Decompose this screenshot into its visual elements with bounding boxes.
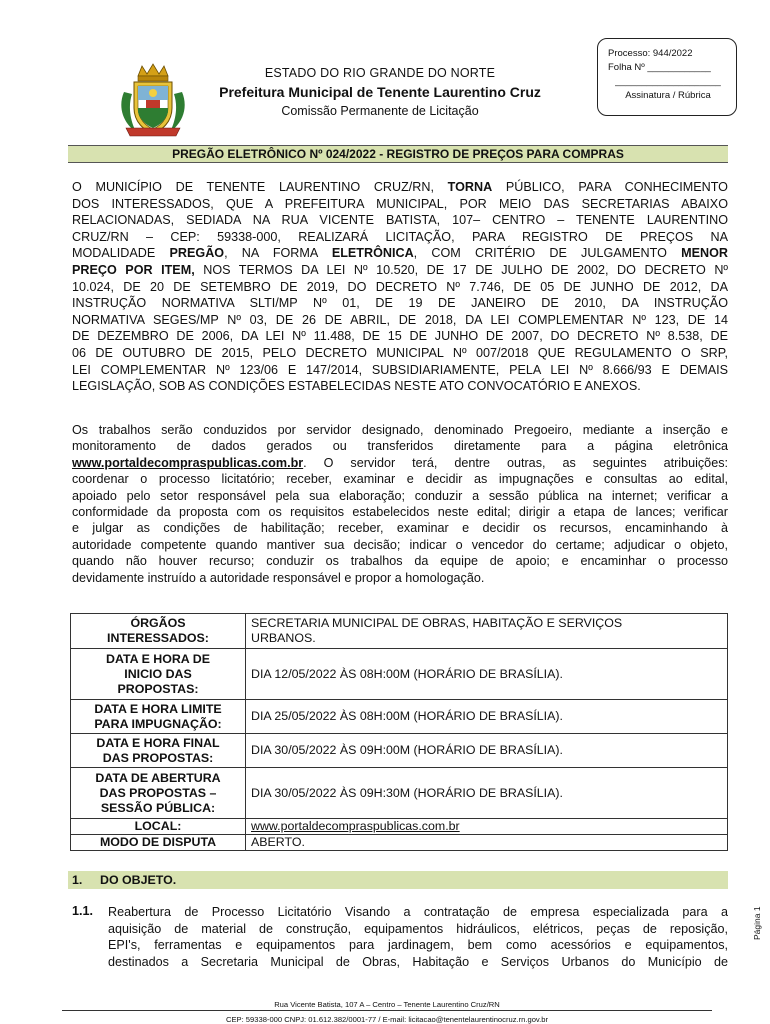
p2-line-8: autoridade competente quando mantiver sua decisão; indicar o vencedor do certame; adjudicar o objeto,	[72, 537, 728, 552]
row-value-inicio: DIA 12/05/2022 ÀS 08H:00M (HORÁRIO DE BRASÍLIA).	[246, 649, 728, 700]
table-row	[71, 819, 728, 835]
p2-line-7: e julgar as condições de habilitação; receber, examinar e decidir os recursos, encaminhando à	[72, 521, 728, 536]
row-value-local	[246, 819, 728, 835]
table-row	[71, 835, 728, 851]
pregoeiro-paragraph	[72, 422, 728, 586]
item-line-1: Reabertura de Processo Licitatório Visando a contratação de empresa especializada para a	[108, 905, 728, 919]
section-title: DO OBJETO.	[100, 873, 177, 887]
stamp-assinatura: Assinatura / Rúbrica	[625, 90, 711, 101]
row-key-orgaos: ÓRGÃOS INTERESSADOS:	[71, 614, 246, 649]
item-line-2: aquisição de material de construção, equipamentos hidráulicos, elétricos, peças de reposição,	[108, 921, 728, 936]
row-value-modo: ABERTO.	[246, 835, 728, 851]
section-number: 1.	[72, 873, 83, 887]
row-key-local: LOCAL:	[71, 819, 246, 835]
footer-address: Rua Vicente Batista, 107 A – Centro – Tenente Laurentino Cruz/RN	[274, 1000, 500, 1009]
p1-line-4: CRUZ/RN – CEP: 59338-000, REALIZARÁ LICITAÇÃO, PARA REGISTRO DE PREÇOS NA	[72, 229, 728, 244]
p2-line-2: monitoramento de dados gerados ou transferidos diretamente para a página eletrônica	[72, 439, 728, 454]
page-number-label: Página 1	[752, 906, 762, 940]
p1-line-9: NORMATIVA SEGES/MP Nº 03, DE 26 DE ABRIL, DE 2018, DA LEI COMPLEMENTAR Nº 123, DE 14	[72, 312, 728, 327]
p2-line-4: coordenar o processo licitatório; receber, examinar e decidir as impugnações e consultas ao edital,	[72, 472, 728, 487]
header-state: ESTADO DO RIO GRANDE DO NORTE	[264, 66, 496, 80]
process-stamp-box	[597, 38, 737, 116]
item-line-3: EPI's, ferramentas e equipamentos para jardinagem, bem como acessórios e equipamentos,	[108, 938, 728, 952]
municipal-crest-logo	[116, 62, 190, 140]
p1-line-12: LEI COMPLEMENTAR Nº 123/06 E 147/2014, SUBSIDIARIAMENTE, PELA LEI Nº 8.666/93 E DEMAIS	[72, 362, 728, 377]
stamp-processo: Processo: 944/2022	[608, 48, 693, 59]
p1-line-1: O MUNICÍPIO DE TENENTE LAURENTINO CRUZ/RN, TORNA PÚBLICO, PARA CONHECIMENTO	[72, 180, 728, 194]
row-key-modo: MODO DE DISPUTA	[71, 835, 246, 851]
stamp-folha: Folha Nº ____________	[608, 62, 711, 73]
document-title: PREGÃO ELETRÔNICO Nº 024/2022 - REGISTRO DE PREÇOS PARA COMPRAS	[68, 145, 728, 163]
bid-info-table	[70, 613, 728, 851]
p2-line-3: www.portaldecompraspublicas.com.br. O servidor terá, dentre outras, as seguintes atribuições:	[72, 455, 728, 470]
p1-line-8: INSTRUÇÃO NORMATIVA SLTI/MP Nº 01, DE 19 DE JANEIRO DE 2010, DA INSTRUÇÃO	[72, 296, 728, 311]
p1-line-10: DE DEZEMBRO DE 2006, DA LEI Nº 11.488, DE 15 DE JUNHO DE 2007, DO DECRETO Nº 8.538, DE	[72, 329, 728, 344]
table-row	[71, 614, 728, 649]
footer-contact: CEP: 59338-000 CNPJ: 01.612.382/0001-77 / E-mail: licitacao@tenentelaurentinocruz.rn.gov.br	[225, 1015, 549, 1024]
table-row	[71, 700, 728, 734]
intro-paragraph	[72, 179, 728, 395]
row-value-orgaos: SECRETARIA MUNICIPAL DE OBRAS, HABITAÇÃO E SERVIÇOS URBANOS.	[246, 614, 728, 649]
p1-line-2: DOS INTERESSADOS, QUE A PREFEITURA MUNICIPAL, POR MEIO DAS SECRETARIAS ABAIXO	[72, 196, 728, 211]
table-row	[71, 734, 728, 768]
p2-line-1: Os trabalhos serão conduzidos por servidor designado, denominado Pregoeiro, mediante a inserção e	[72, 423, 728, 437]
p1-line-7: 10.024, DE 20 DE SETEMBRO DE 2019, DO DECRETO Nº 7.746, DE 05 DE JUNHO DE 2012, DA	[72, 279, 728, 294]
p2-line-9: quando não houver recurso; conduzir os trabalhos da equipe de apoio; e encaminhar o processo	[72, 554, 728, 569]
local-portal-link[interactable]: www.portaldecompraspublicas.com.br	[251, 819, 460, 833]
p1-line-5: MODALIDADE PREGÃO, NA FORMA ELETRÔNICA, COM CRITÉRIO DE JULGAMENTO MENOR	[72, 246, 728, 261]
section-heading-objeto	[68, 871, 728, 889]
stamp-line: ____________________	[615, 76, 721, 87]
row-key-final: DATA E HORA FINAL DAS PROPOSTAS:	[71, 734, 246, 768]
item-1-1-text	[108, 904, 728, 970]
row-key-inicio: DATA E HORA DE INICIO DAS PROPOSTAS:	[71, 649, 246, 700]
p2-line-10: devidamente instruído a autoridade responsável e propor a homologação.	[72, 570, 485, 585]
item-line-4: destinados a Secretaria Municipal de Obras, Habitação e Serviços Urbanos do Município de	[108, 954, 728, 969]
portal-link[interactable]: www.portaldecompraspublicas.com.br	[72, 455, 304, 470]
p1-line-6: PREÇO POR ITEM, NOS TERMOS DA LEI Nº 10.520, DE 17 DE JULHO DE 2002, DO DECRETO Nº	[72, 262, 729, 277]
row-value-abertura: DIA 30/05/2022 ÀS 09H:30M (HORÁRIO DE BRASÍLIA).	[246, 768, 728, 819]
header-comissao: Comissão Permanente de Licitação	[281, 104, 479, 118]
row-key-abertura: DATA DE ABERTURA DAS PROPOSTAS – SESSÃO PÚBLICA:	[71, 768, 246, 819]
p1-line-3: RELACIONADAS, SEDIADA NA RUA VICENTE BATISTA, 107– CENTRO – TENENTE LAURENTINO	[72, 213, 728, 228]
p1-line-13: LEGISLAÇÃO, SOB AS CONDIÇÕES ESTABELECIDAS NESTE ATO CONVOCATÓRIO E ANEXOS.	[72, 379, 641, 394]
row-value-impugnacao: DIA 25/05/2022 ÀS 08H:00M (HORÁRIO DE BRASÍLIA).	[246, 700, 728, 734]
row-key-impugnacao: DATA E HORA LIMITE PARA IMPUGNAÇÃO:	[71, 700, 246, 734]
p1-line-11: 06 DE OUTUBRO DE 2015, PELO DECRETO MUNICIPAL Nº 007/2018 QUE REGULAMENTO O SRP,	[72, 345, 728, 360]
p2-line-5: apoiado pelo setor responsável pela sua elaboração; conduzir a sessão pública na internet; verificar a	[72, 488, 728, 503]
footer-divider	[62, 1010, 712, 1011]
table-row	[71, 649, 728, 700]
item-number: 1.1.	[72, 904, 94, 918]
table-row	[71, 768, 728, 819]
row-value-final: DIA 30/05/2022 ÀS 09H:00M (HORÁRIO DE BRASÍLIA).	[246, 734, 728, 768]
p2-line-6: conformidade da proposta com os requisitos estabelecidos neste edital; dirigir a etapa de lances; verificar	[72, 504, 728, 519]
header-prefeitura: Prefeitura Municipal de Tenente Laurentino Cruz	[219, 84, 541, 100]
